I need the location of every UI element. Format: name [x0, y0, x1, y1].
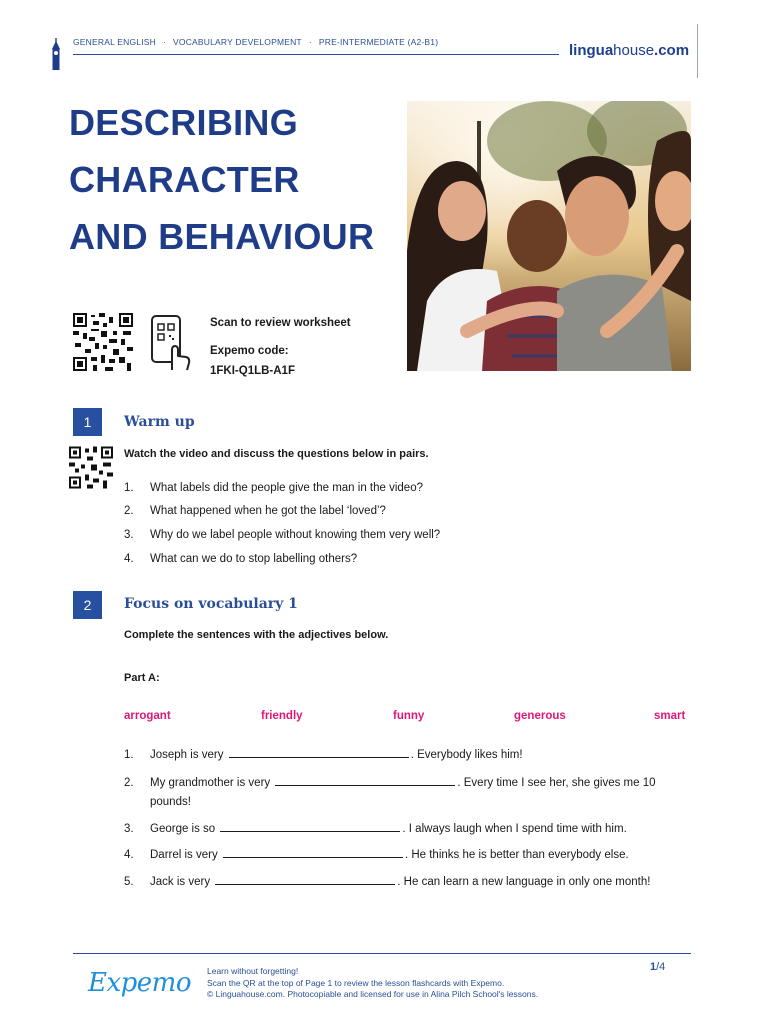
- list-item: 5. Jack is very . He can learn a new language in only one month!: [124, 872, 694, 892]
- section-1-title: Warm up: [124, 414, 195, 430]
- scan-label: Scan to review worksheet: [210, 317, 351, 329]
- expemo-code: 1FKI-Q1LB-A1F: [210, 365, 295, 377]
- list-item: 3. George is so . I always laugh when I spend time with him.: [124, 819, 694, 839]
- breadcrumb-topic[interactable]: VOCABULARY DEVELOPMENT: [173, 37, 302, 47]
- list-item: 3. Why do we label people without knowing them very well?: [124, 529, 441, 541]
- expemo-code-label: Expemo code:: [210, 345, 289, 357]
- list-item: 4. Darrel is very . He thinks he is better than everybody else.: [124, 845, 694, 865]
- section-2-instruction: Complete the sentences with the adjectives below.: [124, 629, 389, 641]
- answer-blank-5[interactable]: [215, 872, 395, 885]
- video-qr-code-icon[interactable]: [69, 446, 113, 489]
- phone-scan-icon: [150, 314, 192, 372]
- answer-blank-2[interactable]: [275, 773, 455, 786]
- section-2-number: 2: [73, 591, 102, 619]
- footer-scan-note: Scan the QR at the top of Page 1 to review the lesson flashcards with Expemo.: [207, 977, 505, 988]
- worksheet-qr-code-icon[interactable]: [73, 313, 133, 371]
- footer-divider: [73, 953, 691, 954]
- breadcrumb: GENERAL ENGLISH · VOCABULARY DEVELOPMENT · PRE-INTERMEDIATE (A2-B1): [73, 37, 439, 47]
- footer-text: [207, 966, 538, 1001]
- footer-copyright: © Linguahouse.com. Photocopiable and licensed for use in Alina Pilch School's lessons.: [207, 989, 539, 999]
- header-divider: [73, 54, 559, 55]
- scan-instructions: [210, 313, 351, 381]
- list-item: 4. What can we do to stop labelling others?: [124, 553, 358, 565]
- title-line-3: AND BEHAVIOUR: [69, 216, 375, 257]
- page-number: 1/4: [650, 961, 666, 973]
- list-item: 1. Joseph is very . Everybody likes him!: [124, 745, 694, 765]
- word-bank-arrogant: arrogant: [124, 710, 171, 722]
- page-title: [69, 94, 399, 265]
- part-a-label: Part A:: [124, 672, 160, 684]
- title-line-2: CHARACTER: [69, 159, 300, 200]
- word-bank-smart: smart: [654, 710, 686, 722]
- word-bank-generous: generous: [514, 710, 566, 722]
- list-item: 2. What happened when he got the label ‘loved’?: [124, 505, 386, 517]
- title-line-1: DESCRIBING: [69, 102, 299, 143]
- breadcrumb-course[interactable]: GENERAL ENGLISH: [73, 37, 156, 47]
- word-bank-funny: funny: [393, 710, 425, 722]
- word-bank-friendly: friendly: [261, 710, 303, 722]
- answer-blank-3[interactable]: [220, 819, 400, 832]
- answer-blank-1[interactable]: [229, 745, 409, 758]
- expemo-logo[interactable]: Expemo: [88, 968, 191, 998]
- list-item: 1. What labels did the people give the man in the video?: [124, 482, 423, 494]
- section-1-instruction: Watch the video and discuss the questions below in pairs.: [124, 448, 429, 460]
- section-2-title: Focus on vocabulary 1: [124, 596, 298, 612]
- linguahouse-logo[interactable]: linguahouse.com: [569, 42, 690, 59]
- friends-photo: [407, 101, 691, 371]
- breadcrumb-level[interactable]: PRE-INTERMEDIATE (A2-B1): [318, 37, 439, 47]
- section-1-number: 1: [73, 408, 102, 436]
- header-vertical-divider: [697, 24, 698, 78]
- list-item: 2. My grandmother is very . Every time I see her, she gives me 10 pounds!: [124, 773, 694, 812]
- big-ben-icon: [50, 38, 62, 70]
- answer-blank-4[interactable]: [223, 845, 403, 858]
- footer-tagline: Learn without forgetting!: [207, 966, 299, 976]
